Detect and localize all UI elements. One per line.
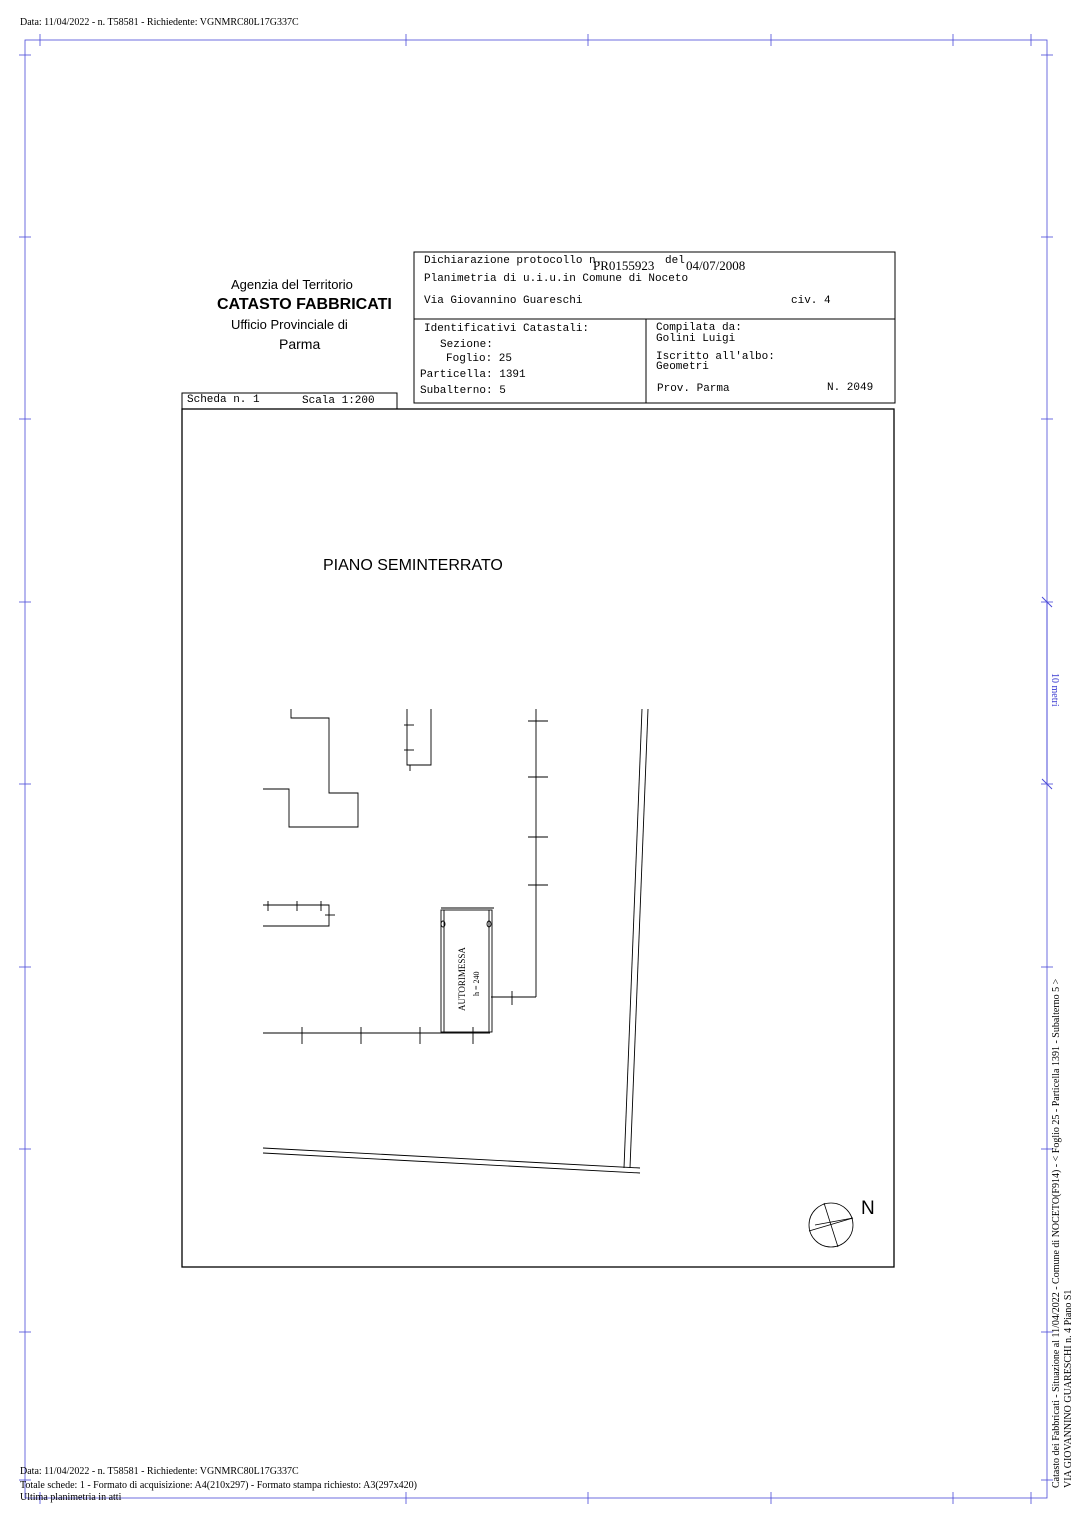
side-situation-line: Catasto dei Fabbricati - Situazione al 11/04/2022 - Comune di NOCETO(F914) - < Foglio 25 - Particella 1391 - Subalterno 5 > bbox=[1051, 978, 1062, 1488]
foglio-field: Foglio: 25 bbox=[446, 353, 513, 365]
compiler-name: Golini Luigi bbox=[656, 333, 736, 345]
civic-number: civ. 4 bbox=[791, 295, 831, 307]
floor-title: PIANO SEMINTERRATO bbox=[323, 557, 503, 574]
protocol-label: Dichiarazione protocollo n. bbox=[424, 255, 603, 267]
office-city: Parma bbox=[279, 336, 321, 352]
albo-value: Geometri bbox=[656, 361, 709, 373]
sezione-field: Sezione: bbox=[440, 339, 493, 351]
address-line: Via Giovannino Guareschi bbox=[424, 295, 583, 307]
north-label: N bbox=[861, 1198, 875, 1219]
side-address-line: VIA GIOVANNINO GUARESCHI n. 4 Piano S1 bbox=[1063, 1289, 1074, 1488]
room-name: AUTORIMESSA bbox=[457, 947, 467, 1011]
planimetria-line: Planimetria di u.i.u.in Comune di Noceto bbox=[424, 273, 689, 285]
scale-bar-label: 10 metri bbox=[1049, 673, 1060, 707]
del-label: del bbox=[665, 255, 685, 267]
protocol-date: 04/07/2008 bbox=[686, 258, 746, 273]
room-height: h = 240 bbox=[472, 971, 481, 996]
albo-label: Iscritto all'albo: bbox=[656, 351, 775, 363]
header-request-line: Data: 11/04/2022 - n. T58581 - Richiedente: VGNMRC80L17G337C bbox=[20, 17, 299, 28]
catasto-title: CATASTO FABBRICATI bbox=[217, 296, 392, 313]
province-field: Prov. Parma bbox=[657, 383, 730, 395]
particella-field: Particella: 1391 bbox=[420, 369, 526, 381]
subalterno-field: Subalterno: 5 bbox=[420, 385, 506, 397]
footer-format-line: Totale schede: 1 - Formato di acquisizione: A4(210x297) - Formato stampa richiesto: A3(297x420) bbox=[20, 1480, 417, 1491]
footer-last-plan-line: Ultima planimetria in atti bbox=[20, 1492, 122, 1503]
registration-number: N. 2049 bbox=[827, 382, 874, 394]
protocol-number: PR0155923 bbox=[593, 258, 655, 273]
compilata-title: Compilata da: bbox=[656, 322, 742, 334]
footer-request-line: Data: 11/04/2022 - n. T58581 - Richiedente: VGNMRC80L17G337C bbox=[20, 1466, 299, 1477]
identificativi-title: Identificativi Catastali: bbox=[424, 323, 590, 335]
scheda-number: Scheda n. 1 bbox=[187, 394, 260, 406]
north-arrow bbox=[809, 1203, 853, 1247]
agency-name: Agenzia del Territorio bbox=[231, 277, 353, 292]
office-label: Ufficio Provinciale di bbox=[231, 317, 348, 332]
scale-label: Scala 1:200 bbox=[302, 395, 375, 407]
